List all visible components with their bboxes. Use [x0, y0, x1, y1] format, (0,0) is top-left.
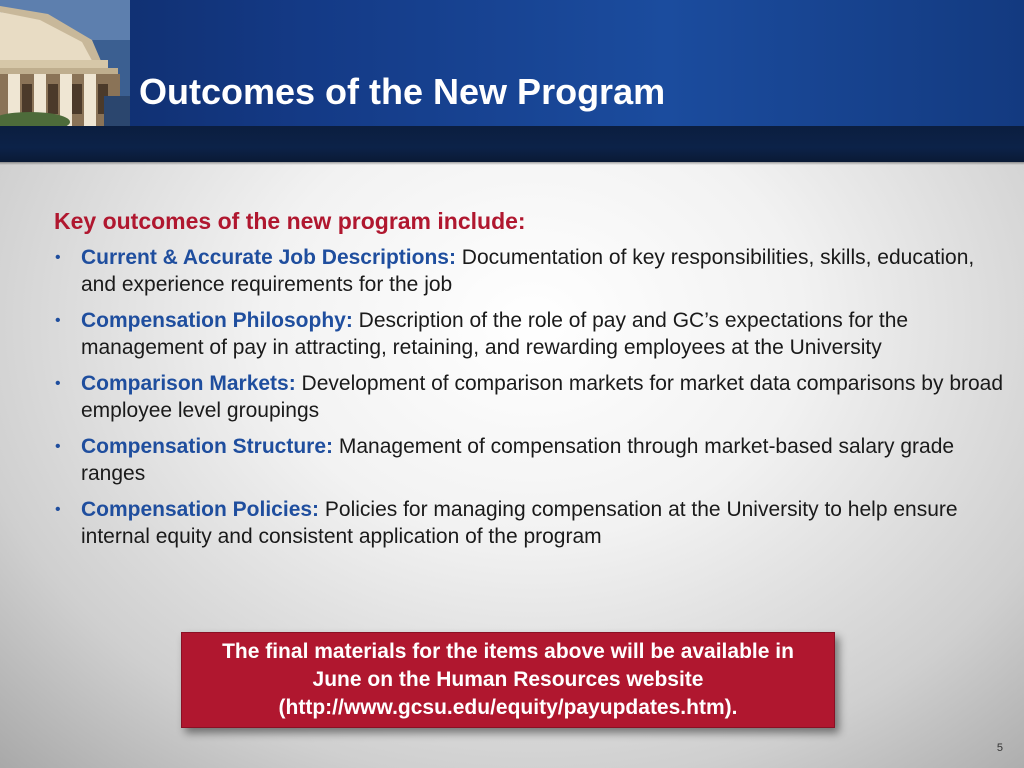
bullet-icon: • [55, 438, 61, 455]
item-term: Compensation Structure: [81, 435, 334, 458]
list-item [54, 496, 1004, 550]
item-term: Comparison Markets: [81, 372, 296, 395]
building-facade-icon [0, 0, 130, 126]
list-item [54, 370, 1004, 424]
slide-title: Outcomes of the New Program [139, 71, 666, 112]
bullet-icon: • [55, 249, 61, 266]
item-term: Current & Accurate Job Descriptions: [81, 246, 456, 269]
item-description: Policies for managing compensation at the University to help ensure internal equity and consistent application of the program [81, 498, 958, 548]
bullet-icon: • [55, 501, 61, 518]
slide-header [0, 0, 1024, 126]
slide-body [54, 206, 1004, 559]
outcomes-list [54, 244, 1004, 550]
header-band [0, 126, 1024, 162]
list-item [54, 433, 1004, 487]
intro-heading: Key outcomes of the new program include: [54, 208, 526, 234]
item-description: Development of comparison markets for market data comparisons by broad employee level groupings [81, 372, 1004, 422]
bullet-icon: • [55, 375, 61, 392]
callout-text: The final materials for the items above will be available in June on the Human Resources website (http://www.gcsu.edu/equity/payupdates.htm). [222, 640, 794, 719]
list-item [54, 244, 1004, 298]
slide-number: 5 [996, 742, 1003, 754]
callout-box [181, 632, 835, 728]
item-description: Description of the role of pay and GC’s expectations for the management of pay in attracting, retaining, and rewarding employees at the University [81, 309, 909, 359]
list-item [54, 307, 1004, 361]
item-term: Compensation Policies: [81, 498, 320, 521]
item-description: Management of compensation through market-based salary grade ranges [81, 435, 955, 485]
bullet-icon: • [55, 312, 61, 329]
item-description: Documentation of key responsibilities, skills, education, and experience requirements for the job [81, 246, 975, 296]
item-term: Compensation Philosophy: [81, 309, 353, 332]
